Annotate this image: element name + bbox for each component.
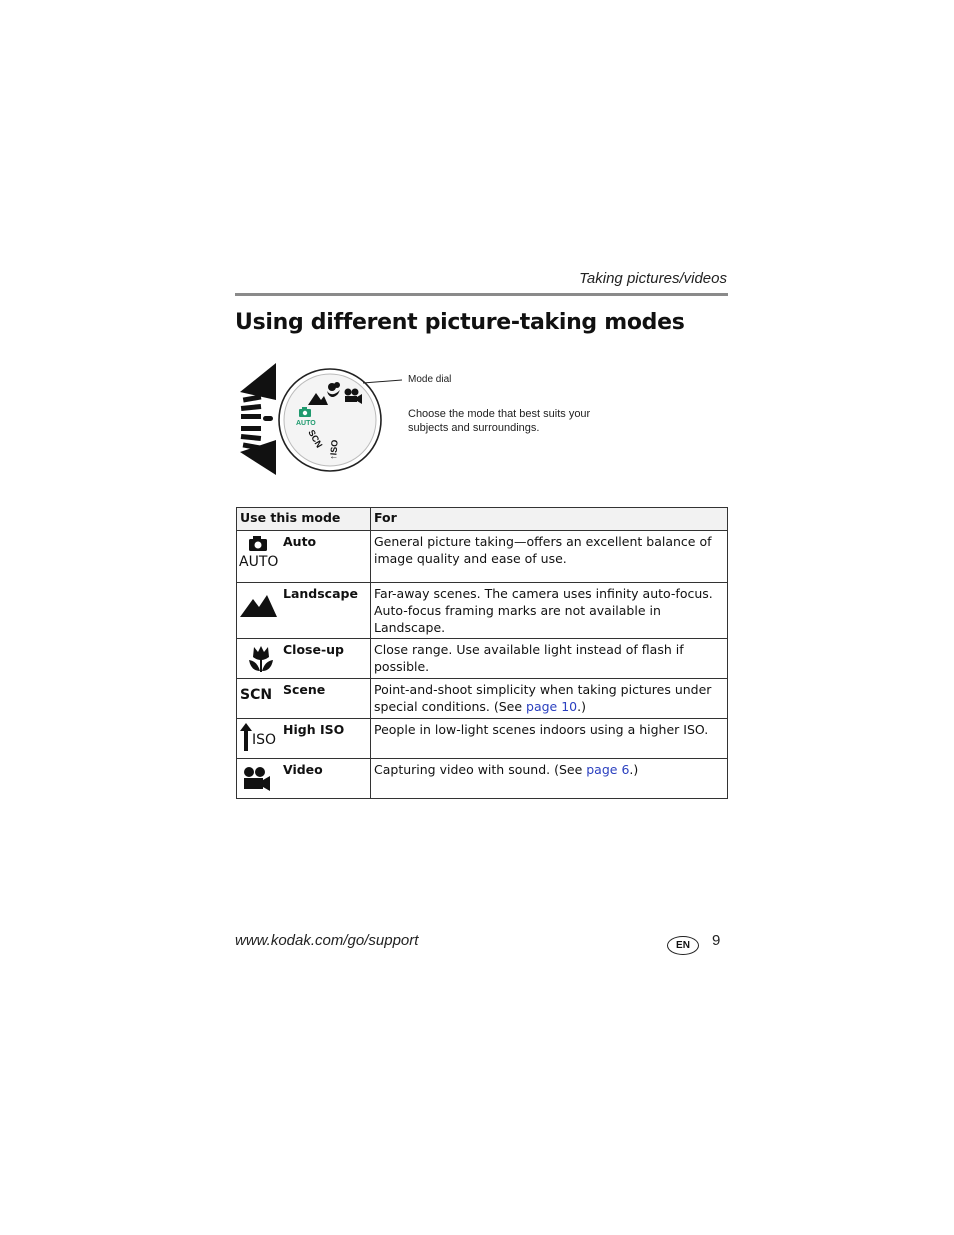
table-row	[237, 639, 728, 679]
for-cell	[371, 679, 728, 719]
table-row	[237, 679, 728, 719]
mode-cell-high-iso	[237, 719, 371, 759]
dial-auto-label: AUTO	[296, 420, 316, 427]
video-camera-icon	[239, 763, 279, 797]
iso-icon-text: ISO	[252, 732, 277, 748]
mode-dial-description: Choose the mode that best suits your subjects and surroundings.	[408, 408, 591, 434]
modes-table	[236, 507, 728, 799]
mode-dial-illustration	[236, 360, 406, 480]
auto-camera-icon	[239, 535, 279, 569]
language-badge: EN	[667, 936, 699, 955]
page-number: 9	[712, 932, 721, 949]
high-iso-arrow-icon	[239, 723, 279, 757]
for-cell	[371, 759, 728, 799]
mode-cell-auto	[237, 531, 371, 583]
for-cell: People in low-light scenes indoors using a higher ISO.	[371, 719, 728, 759]
mode-cell-scene	[237, 679, 371, 719]
table-row	[237, 759, 728, 799]
for-text-suffix: .)	[577, 699, 586, 714]
for-text: Capturing video with sound. (See	[374, 762, 587, 777]
table-row	[237, 531, 728, 583]
dial-indicator	[263, 416, 273, 421]
auto-icon-text: AUTO	[239, 554, 279, 569]
closeup-flower-icon	[239, 643, 279, 677]
section-title: Taking pictures/videos	[579, 270, 727, 287]
mode-cell-closeup	[237, 639, 371, 679]
table-row	[237, 583, 728, 639]
mode-cell-landscape	[237, 583, 371, 639]
mode-name: Video	[283, 762, 323, 777]
landscape-icon	[239, 589, 279, 623]
support-url[interactable]: www.kodak.com/go/support	[235, 932, 419, 949]
scn-icon-text: SCN	[240, 687, 273, 703]
table-row	[237, 719, 728, 759]
mode-name: Auto	[283, 534, 317, 549]
page-10-link[interactable]: page 10	[526, 699, 578, 714]
mode-dial-label: Mode dial	[408, 374, 452, 385]
mode-name: Close-up	[283, 642, 344, 657]
mode-name: Landscape	[283, 586, 358, 601]
for-cell: Close range. Use available light instead of flash if possible.	[371, 639, 728, 679]
table-header-row	[237, 508, 728, 531]
header-mode: Use this mode	[237, 508, 371, 531]
dial-scn-label: SCN	[306, 428, 325, 450]
header-for: For	[371, 508, 728, 531]
page-6-link[interactable]: page 6	[586, 762, 630, 777]
dial-iso-label: ↑ISO	[328, 439, 340, 461]
mode-name: Scene	[283, 682, 326, 697]
for-cell: Far-away scenes. The camera uses infinity auto-focus. Auto-focus framing marks are not available in Landscape.	[371, 583, 728, 639]
for-cell: General picture taking—offers an excellent balance of image quality and ease of use.	[371, 531, 728, 583]
mode-cell-video	[237, 759, 371, 799]
rotate-up-arrow-icon	[240, 363, 276, 400]
scene-scn-icon	[239, 683, 279, 717]
header-rule	[235, 293, 728, 296]
page-title: Using different picture-taking modes	[235, 310, 685, 335]
dial-grip-ticks	[241, 394, 262, 450]
mode-name: High ISO	[283, 722, 345, 737]
for-text: Point-and-shoot simplicity when taking pictures under special conditions. (See	[374, 682, 712, 714]
for-text-suffix: .)	[629, 762, 639, 777]
